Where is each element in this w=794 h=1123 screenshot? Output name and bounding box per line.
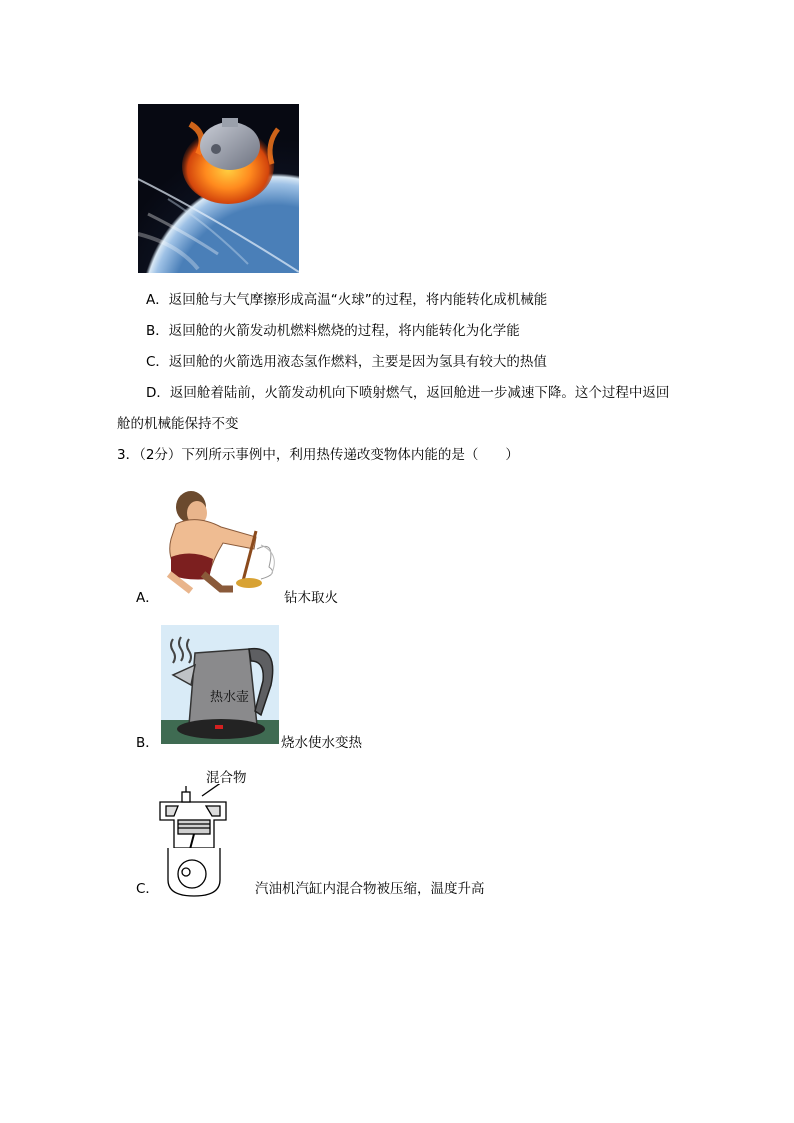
q3-option-b-text: 烧水使水变热 — [281, 735, 362, 751]
q2-option-d-line1: D．返回舱着陆前，火箭发动机向下喷射燃气，返回舱进一步减速下降。这个过程中返回 — [146, 385, 670, 401]
engine-cylinder-diagram — [156, 784, 232, 898]
q2-option-b: B．返回舱的火箭发动机燃料燃烧的过程，将内能转化为化学能 — [146, 323, 520, 339]
q3-stem: 3．（2分）下列所示事例中，利用热传递改变物体内能的是（ ） — [117, 447, 519, 463]
q3-option-c-text: 汽油机汽缸内混合物被压缩，温度升高 — [255, 881, 485, 897]
capsule-reentry-image — [138, 104, 299, 273]
q3-option-c-letter: C． — [136, 881, 159, 897]
q3-option-a-letter: A． — [136, 590, 159, 606]
kettle-label: 热水壶 — [210, 690, 250, 705]
kettle-image — [161, 625, 279, 744]
q2-option-c: C．返回舱的火箭选用液态氢作燃料，主要是因为氢具有较大的热值 — [146, 354, 547, 370]
q2-option-d-line2: 舱的机械能保持不变 — [117, 416, 239, 432]
engine-mixture-label: 混合物 — [206, 770, 247, 786]
drilling-wood-fire-image — [161, 479, 283, 597]
q3-option-b-letter: B． — [136, 735, 159, 751]
q2-option-a: A．返回舱与大气摩擦形成高温“火球”的过程，将内能转化成机械能 — [146, 292, 548, 308]
q3-option-a-text: 钻木取火 — [284, 590, 338, 606]
